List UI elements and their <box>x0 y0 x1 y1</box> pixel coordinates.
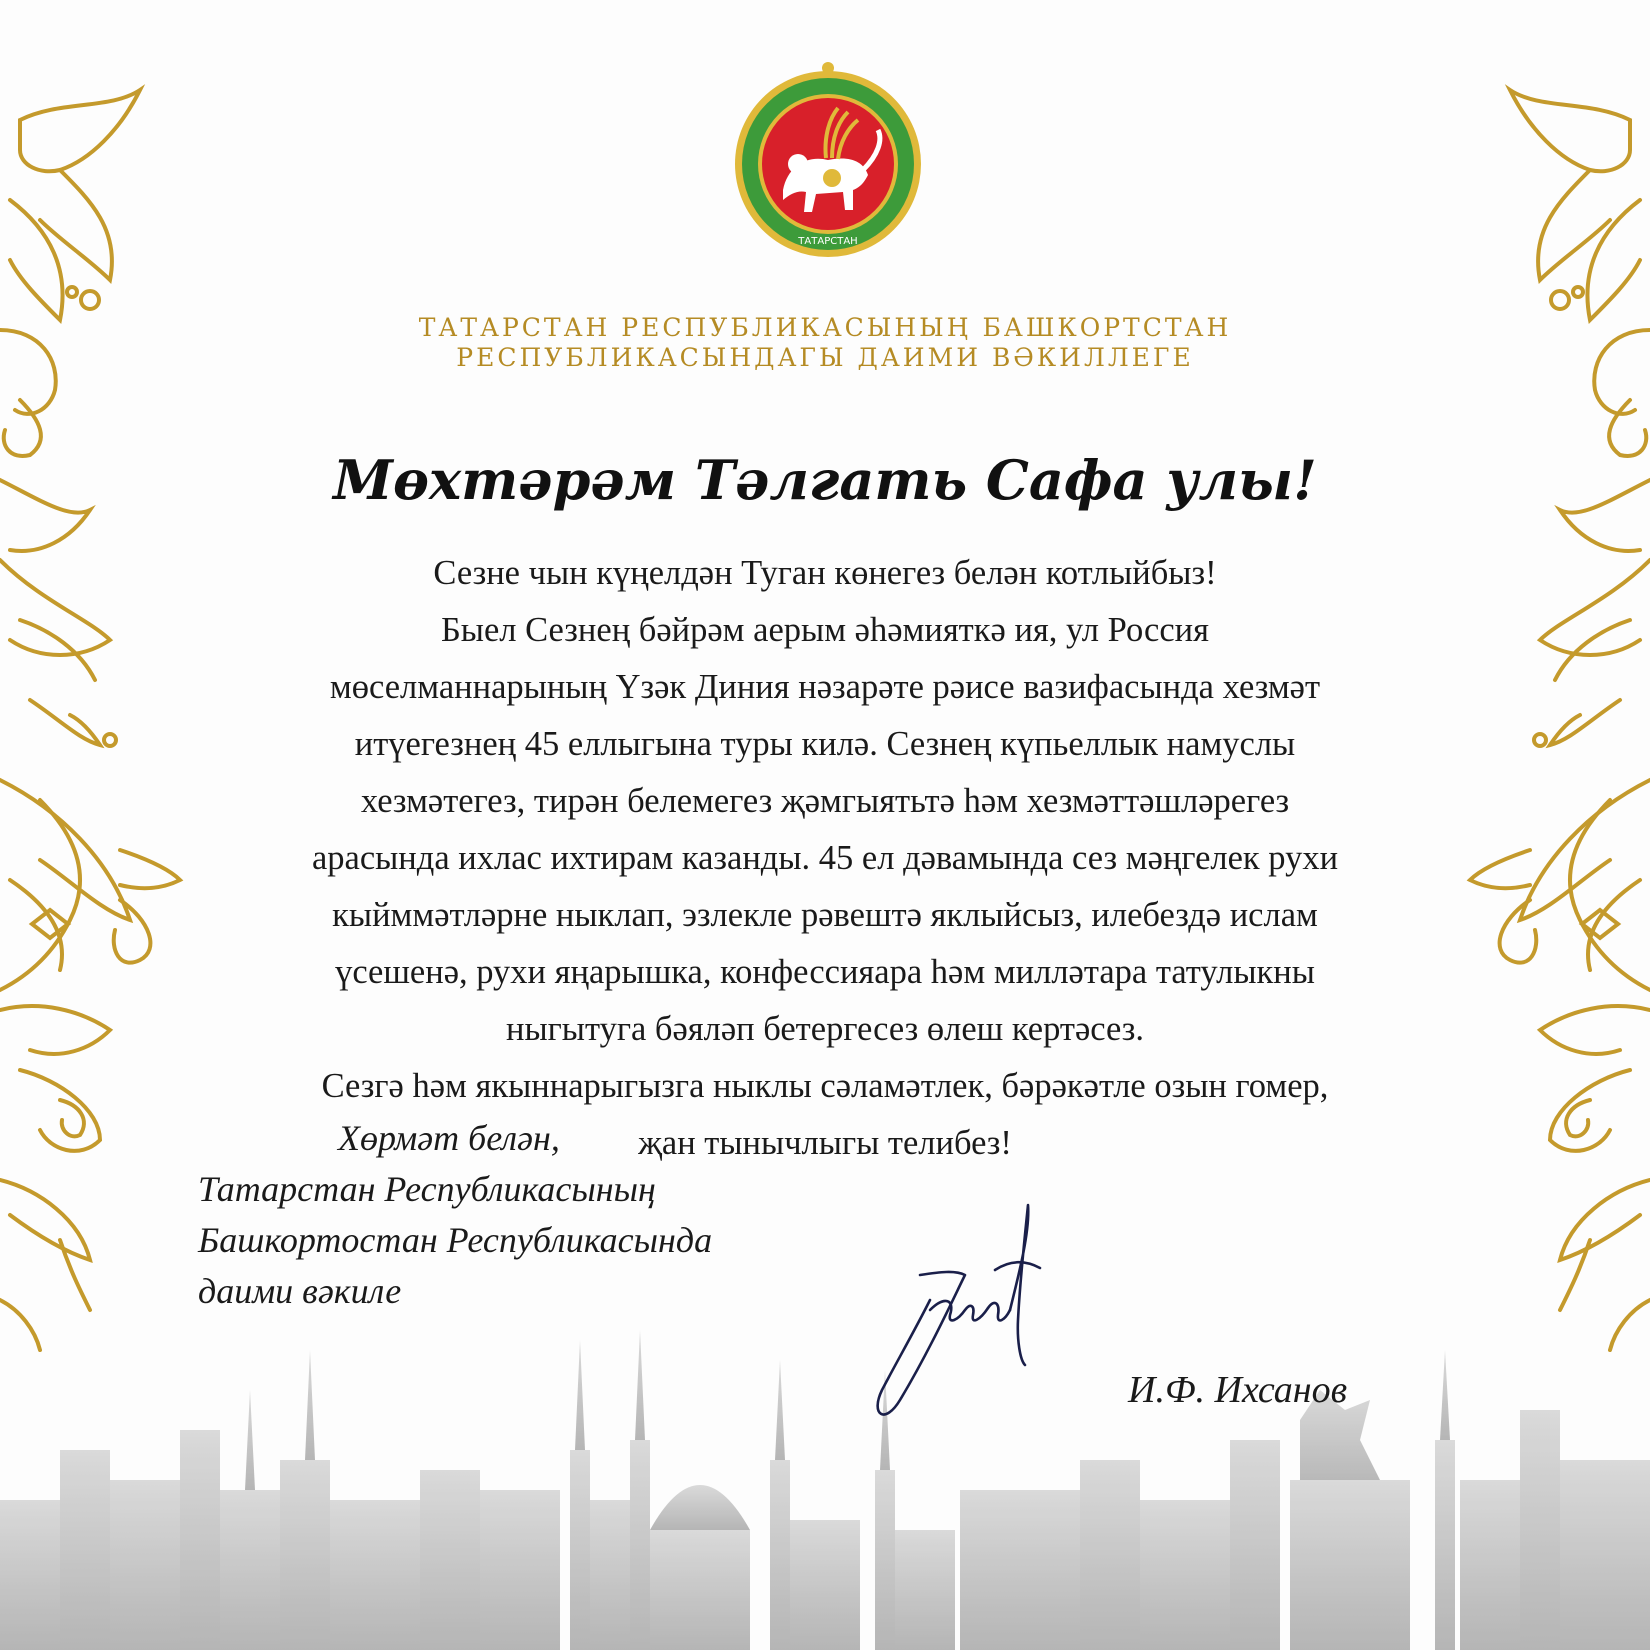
signer-title-line-2: Башкортостан Республикасында <box>198 1220 713 1260</box>
closing-regards: Хөрмәт белән, <box>338 1118 560 1158</box>
gold-floral-ornament-left <box>0 0 230 1400</box>
greeting-heading: Мөхтәрәм Тәлгать Сафа улы! <box>333 448 1317 512</box>
signer-name: И.Ф. Ихсанов <box>1128 1369 1348 1411</box>
body-line: Быел Сезнең бәйрәм аерым әһәмияткә ия, ул Россия <box>440 611 1210 649</box>
body-line: Сезгә һәм якыннарыгызга ныклы сәламәтлек, бәрәкәтле озын гомер, <box>321 1067 1329 1105</box>
body-line: кыйммәтләрне ныклап, эзлекле рәвештә яклыйсыз, илебездә ислам <box>332 896 1318 934</box>
body-line: мөселманнарының Үзәк Диния нәзарәте рәисе вазифасында хезмәт <box>329 668 1321 706</box>
body-line: итүегезнең 45 еллыгына туры килә. Сезнең күпьеллык намуслы <box>354 725 1296 763</box>
gold-floral-ornament-right <box>1420 0 1650 1400</box>
body-line: арасында ихлас ихтирам казанды. 45 ел дәвамында сез мәңгелек рухи <box>311 839 1339 877</box>
organization-name-line-2: РЕСПУБЛИКАСЫНДАГЫ ДАИМИ ВӘКИЛЛЕГЕ <box>456 343 1194 372</box>
letter-body <box>200 545 1450 1172</box>
body-line: хезмәтегез, тирән белемегез җәмгыятьтә һәм хезмәттәшләрегез <box>360 782 1290 820</box>
city-skyline-silhouette <box>0 1330 1650 1650</box>
emblem-ring-text: ТАТАРСТАН <box>798 236 858 247</box>
body-line: үсешенә, рухи яңарышка, конфессияара һәм милләтара татулыкны <box>335 953 1315 991</box>
body-line: Сезне чын күңелдән Туган көнегез белән котлыйбыз! <box>433 554 1217 592</box>
body-line: ныгытуга бәяләп бетергесез өлеш кертәсез. <box>505 1010 1144 1048</box>
body-line: җан тынычлыгы телибез! <box>638 1124 1012 1162</box>
handwritten-signature <box>870 1200 1070 1425</box>
signer-title-line-1: Татарстан Республикасының <box>198 1169 656 1209</box>
organization-name-line-1: ТАТАРСТАН РЕСПУБЛИКАСЫНЫҢ БАШКОРТСТАН <box>418 313 1232 342</box>
tatarstan-emblem <box>728 60 928 260</box>
signer-title-line-3: даими вәкиле <box>198 1271 402 1311</box>
